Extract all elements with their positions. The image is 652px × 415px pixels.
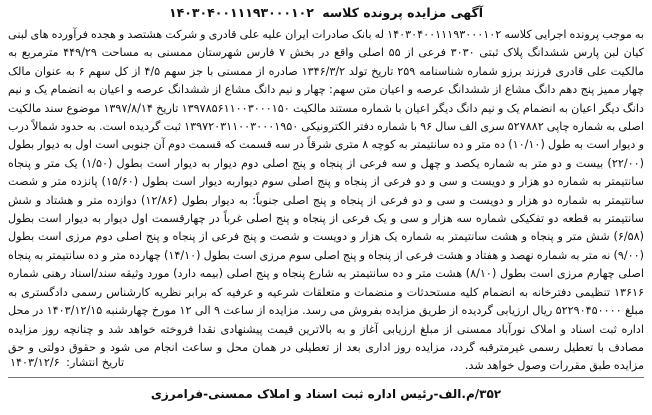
publish-date-row xyxy=(10,354,124,372)
case-number: ۱۴۰۳۰۴۰۰۱۱۱۹۳۰۰۰۱۰۲ xyxy=(168,5,314,20)
notice-title-text: آگهی مزایده پرونده کلاسه xyxy=(322,5,484,20)
signature-divider xyxy=(8,377,644,378)
publish-date-label: تاریخ انتشار: xyxy=(66,356,125,369)
notice-title xyxy=(8,4,644,22)
notice-body: به موجب پرونده اجرایی کلاسه ۱۴۰۳۰۴۰۰۱۱۱۹۳۰۰۰۱۰۲ له بانک صادرات ایران علیه علی قادری و شرکت هشتصد و هجده فرآورده های لبنی کیان لبن پارس ششدانگ پلاک ثبتی ۳۰۳۰ فرعی از ۵۵ اصلی واقع در بخش ۷ فارس شهرستان ممسنی به مساحت ۴۴۹/۲۹ مترمربع به مالکیت علی قادری فرزند برزو شماره شناسنامه ۲۵۹ تاریخ تولد ۱۳۴۶/۳/۲ صادره از ممسنی با جز سهم ۴/۵ از کل سهم ۶ به عنوان مالک چهار ممیز پنج دهم دانگ مشاع از ششدانگ عرصه و اعیان متن سهم: چهار و نیم دانگ مشاع از ششدانگ عرصه و اعیان به انضمام یک و نیم دانگ دیگر اعیان به انضمام یک و نیم دانگ دیگر اعیان با شماره مستند مالکیت ۱۳۹۷۸۵۶۱۱۰۰۳۰۰۰۱۵۰ تاریخ ۱۳۹۷/۸/۱۴ موضوع سند مالکیت اصلی به شماره چاپی ۵۲۷۸۸۲ سری الف سال ۹۶ با شماره دفتر الکترونیکی ۱۳۹۷۲۰۳۱۱۰۰۳۰۰۰۱۹۵۰ ثبت گردیده است. به حدود شمالاً درب و دیوار است به طول (۱۰/۱۰) ده متر و ده سانتیمتر به کوچه ۸ متری شرقاً در سه قسمت که قسمت دوم آن جنوبی است اول به دیوار بطول (۲۲/۰۰) بیست و دو متر به شماره یکصد و چهل و سه فرعی از پنجاه و پنج اصلی دوم دیوار به دیوار است بطول (۱/۵۰) یک متر و پنجاه سانتیمتر به شماره دو هزار و دویست و سی و دو فرعی از پنجاه و پنج اصلی سوم دیواربه دیوار است بطول (۱۵/۶۰) پانزده متر و شصت سانتیمتر به شماره دو هزار و دویست و سی و دو فرعی از پنجاه و پنج اصلی جنوباً: به دیوار بطول (۱۲/۸۶) دوازده متر و هشتاد و شش سانتیمتر به قطعه دو تفکیکی شماره سه هزار و سی و یک فرعی از پنجاه و پنج اصلی غرباً در چهارقسمت اول دیوار به دیوار است بطول (۶/۵۸) شش متر و پنجاه و هشت سانتیمتر به شماره یک هزار و دویست و شصت و پنج فرعی از پنجاه و پنج اصلی دوم مرزی است بطول (۹/۰۰) نه متر به شماره نهصد و هفتاد و هشت فرعی از پنجاه و پنج اصلی سوم مرزی است بطول (۱۴/۱۰) چهارده متر و ده سانتیمتر به پنجاه اصلی چهارم مرزی است بطول (۸/۱۰) هشت متر و ده سانتیمتر به شارع پنجاه و پنج اصلی (بیمه دارد) مورد وثیقه سند/اسناد رهنی شماره ۱۳۶۱۶ تنظیمی دفترخانه به انضمام کلیه مستحدثات و منضمات و متعلقات شرعیه و عرفیه که برابر نظریه کارشناس رسمی دادگستری به مبلغ ۵۲۲۹۰۴۵۰۰۰۰ ریال ارزیابی گردیده از طریق مزایده بفروش می رسد. مزایده از ساعت ۹ الی ۱۲ مورخ چهارشنبه ۱۴۰۳/۱۲/۱۵ در محل اداره ثبت اسناد و املاک نورآباد ممسنی از مبلغ ارزیابی آغاز و به بالاترین قیمت پیشنهادی نقدا فروخته خواهد شد و چنانچه روز مزایده مصادف با تعطیل رسمی غیرمترقبه گردد، مزایده روز اداری بعد از تعطیلی در همان محل و ساعت انجام می شود و حقوق دولتی و حق مزایده طبق مقررات وصول خواهد شد. xyxy=(8,28,645,373)
publish-date: ۱۴۰۳/۱۲/۶ xyxy=(10,356,60,369)
signature-line: ۳۵۲/م.الف-رئیس اداره ثبت اسناد و املاک ممسنی-فرامرزی xyxy=(150,387,502,401)
